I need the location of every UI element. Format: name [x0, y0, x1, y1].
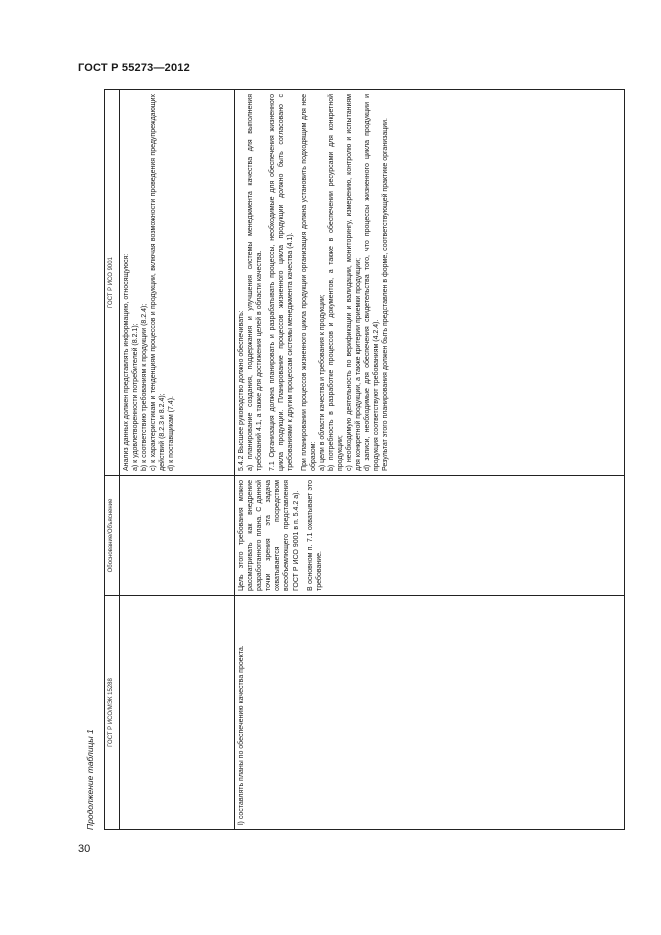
page-number: 30	[78, 843, 91, 855]
table-row	[120, 90, 235, 830]
table-header-row	[105, 90, 120, 830]
cell-paragraph: d) записи, необходимые для обеспечения свидетельства того, что процессы жизненного цикла продукции и продукция соответствуют требованиям (4.2.4).	[364, 94, 381, 471]
cell-paragraph: 5.4.2 Высшее руководство должно обеспечивать:	[238, 310, 245, 471]
table-row	[235, 90, 625, 830]
document-code: ГОСТ Р 55273—2012	[78, 62, 190, 74]
table-cell	[235, 596, 625, 830]
cell-paragraph: a) цели в области качества и требования к продукции;	[318, 294, 326, 471]
rotated-table-frame	[82, 90, 625, 830]
cell-paragraph: Анализ данных должен представлять информацию, относящуюся:	[123, 253, 130, 471]
cell-paragraph: c) необходимую деятельность по верификации и валидации, мониторингу, измерению, контролю и испытаниям для конкретной продукции, а также критерии приемки продукции;	[346, 94, 363, 471]
cell-paragraph: 7.1 Организация должна планировать и разрабатывать процессы, необходимые для обеспечения жизненного цикла продукции. Планирование процессов жизненного цикла продукции должно быть согласовано с требованиями к другим процессам системы менеджмента качества (4.1).	[269, 94, 295, 471]
cell-paragraph: Результат этого планирования должен быть представлен в форме, соответствующей практике организации.	[382, 118, 390, 471]
cell-paragraph: Цель этого требования можно рассматривать как внедрение разработанного плана. С данной точки зрения эта задача охватывается посредством всеобъемлющего представления ГОСТ Р ИСО 9001 в п. 5.4.2 а).	[238, 480, 300, 591]
column-header: ГОСТ Р ИСО 9001	[105, 90, 120, 476]
column-header: Обоснование/Объяснение	[105, 476, 120, 596]
table-cell	[120, 90, 235, 476]
table-caption: Продолжение таблицы 1	[85, 729, 95, 830]
cell-paragraph: l) составлять планы по обеспечению качества проекта.	[238, 645, 245, 825]
cell-paragraph: a) к удовлетворенности потребителей (8.2.1);	[132, 323, 140, 471]
cell-paragraph: d) к поставщикам (7.4).	[168, 396, 176, 471]
table-cell	[235, 476, 625, 596]
cell-paragraph: b) к соответствию требованиям к продукции (8.2.4);	[141, 303, 149, 471]
comparison-table	[104, 89, 625, 830]
cell-paragraph: b) потребность в разработке процессов и документов, а также в обеспечении ресурсами для конкретной продукции;	[327, 94, 344, 471]
table-cell	[120, 596, 235, 830]
cell-paragraph: В основном п. 7.1 охватывает это требование.	[306, 480, 323, 591]
table-cell	[235, 90, 625, 476]
cell-paragraph: При планировании процессов жизненного цикла продукции организация должна установить подходящим для нее образом:	[300, 94, 317, 471]
cell-paragraph: а) планирование создания, поддержания и улучшения системы менеджмента качества для выполнения требований 4.1, а также для достижения целей в области качества.	[247, 94, 264, 471]
column-header: ГОСТ Р ИСО/МЭК 15288	[105, 596, 120, 830]
cell-paragraph: c) к характеристикам и тенденциям процессов и продукции, включая возможности проведения предупреждающих действий (8.2.3 и 8.2.4);	[150, 94, 167, 471]
table-cell	[120, 476, 235, 596]
